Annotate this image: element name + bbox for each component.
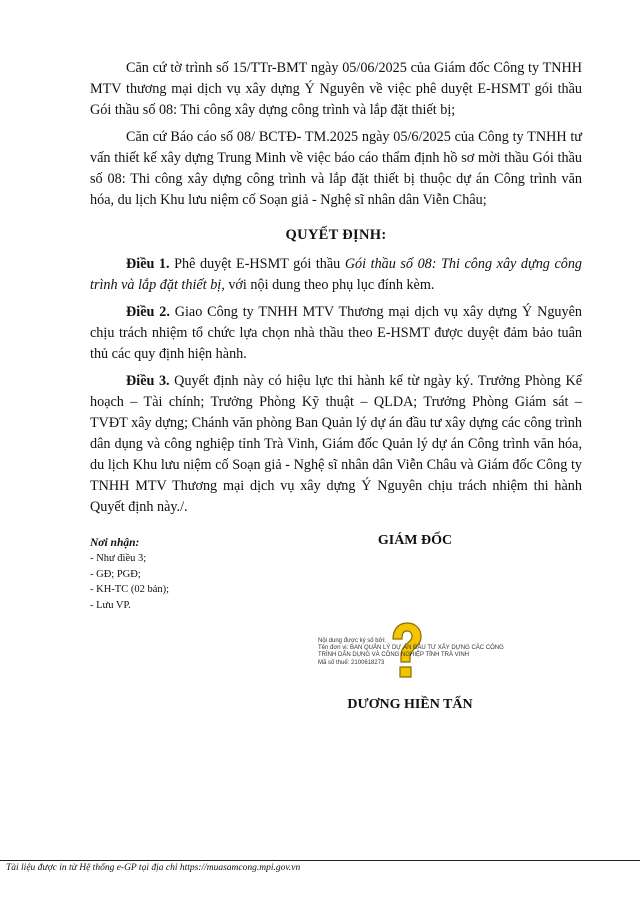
footer-divider <box>0 860 640 861</box>
article-1-text-b: với nội dung theo phụ lục đính kèm. <box>228 277 435 293</box>
signer-name: DƯƠNG HIỀN TẤN <box>347 697 473 712</box>
article-2-label: Điều 2. <box>126 304 170 320</box>
decision-title: QUYẾT ĐỊNH: <box>285 227 387 243</box>
digital-signature-info <box>318 638 508 667</box>
article-1 <box>90 254 582 296</box>
recipients-list <box>90 552 310 613</box>
signature-line-3: Mã số thuế: 2100618273 <box>318 659 385 666</box>
recipient-item: - GĐ; PGĐ; <box>90 568 141 580</box>
recipient-item: - KH-TC (02 bản); <box>90 584 170 595</box>
basis-paragraph-2: Căn cứ Báo cáo số 08/ BCTĐ- TM.2025 ngày 05/6/2025 của Công ty TNHH tư vấn thiết kế xây dựng Trung Minh về việc báo cáo thẩm định hồ sơ mời thầu Gói thầu số 08: Thi công xây dựng công trình và lắp đặt thiết bị thuộc dự án Công trình văn hóa, du lịch Khu lưu niệm cố Soạn giả - Nghệ sĩ nhân dân Viễn Châu; <box>90 129 582 208</box>
recipients-heading: Nơi nhận: <box>90 537 140 549</box>
article-3 <box>90 371 582 518</box>
article-1-package-name: Gói thầu số 08: Thi công xây dựng công trình và lắp đặt thiết bị, <box>90 256 583 293</box>
basis-paragraph-1: Căn cứ tờ trình số 15/TTr-BMT ngày 05/06/2025 của Giám đốc Công ty TNHH MTV thương mại dịch vụ xây dựng Ý Nguyên về việc phê duyệt E-HSMT gói thầu Gói thầu số 08: Thi công xây dựng công trình và lắp đặt thiết bị; <box>90 60 582 118</box>
signature-line-1: Nội dung được ký số bởi: <box>318 638 386 644</box>
recipient-item: - Như điều 3; <box>90 553 147 564</box>
recipient-item: - Lưu VP. <box>90 599 131 611</box>
signature-line-2: Tên đơn vị: BAN QUẢN LÝ DỰ ÁN ĐẦU TƯ XÂY DỰNG CÁC CÔNG TRÌNH DÂN DỤNG VÀ CÔNG NGHIỆP TỈNH TRÀ VINH <box>318 645 504 659</box>
article-2-text: Giao Công ty TNHH MTV Thương mại dịch vụ xây dựng Ý Nguyên chịu trách nhiệm tổ chức lựa chọn nhà thầu theo E-HSMT được duyệt đảm bảo tuân thủ các quy định hiện hành. <box>90 304 582 362</box>
director-title: GIÁM ĐỐC <box>377 533 453 548</box>
article-3-label: Điều 3. <box>126 373 170 389</box>
article-1-label: Điều 1. <box>126 256 170 272</box>
footer-note: Tài liệu được in từ Hệ thống e-GP tại địa chỉ https://muasamcong.mpi.gov.vn <box>6 863 301 873</box>
article-1-text-a: Phê duyệt E-HSMT gói thầu <box>174 256 341 272</box>
article-2 <box>90 302 582 365</box>
recipients-block <box>90 536 310 614</box>
document-body <box>90 58 582 524</box>
article-3-text: Quyết định này có hiệu lực thi hành kể từ ngày ký. Trưởng Phòng Kế hoạch – Tài chính; Trưởng Phòng Kỹ thuật – QLDA; Trưởng Phòng Giám sát – TVĐT xây dựng; Chánh văn phòng Ban Quản lý dự án đầu tư xây dựng các công trình dân dụng và công nghiệp tỉnh Trà Vinh, Giám đốc Quản lý dự án Công trình văn hóa, du lịch Khu lưu niệm cố Soạn giả - Nghệ sĩ nhân dân Viễn Châu và Giám đốc Công ty TNHH MTV Thương mại dịch vụ xây dựng Ý Nguyên chịu trách nhiệm thi hành Quyết định này./. <box>90 373 583 515</box>
